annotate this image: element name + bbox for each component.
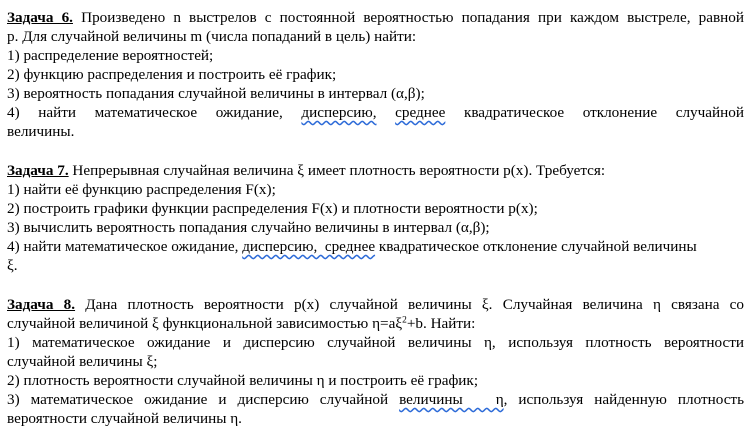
task7-item-1: 1) найти её функцию распределения F(x);	[7, 181, 276, 198]
task6-item-4-d: квадратическое отклонение случайной	[463, 104, 745, 121]
spellcheck-dispersion-mean[interactable]: дисперсию, среднее	[242, 238, 376, 255]
task8-item-1: 1) математическое ожидание и дисперсию случайной величины η, используя плотность вероятности	[7, 334, 744, 351]
task8-text-2a: случайной величиной ξ функциональной зависимостью η=aξ	[7, 315, 403, 332]
task8-item-3	[7, 390, 744, 409]
task6-line-1	[7, 8, 744, 27]
task6-heading: Задача 6.	[7, 9, 73, 26]
task8-line-1	[7, 295, 744, 314]
task8-item-1-cont: случайной величины ξ;	[7, 353, 158, 370]
task7-item-3: 3) вычислить вероятность попадания случайно величины в интервал (α,β);	[7, 219, 490, 236]
task6-item-2: 2) функцию распределения и построить её график;	[7, 66, 337, 83]
task6-line-2: p. Для случайной величины m (числа попаданий в цель) найти:	[7, 28, 417, 45]
task6-line-last: величины.	[7, 123, 75, 140]
task7-text-1: Непрерывная случайная величина ξ имеет плотность вероятности p(x). Требуется:	[68, 162, 606, 179]
task8-item-3-c: , используя найденную плотность	[503, 391, 744, 408]
task8-item-3-a: 3) математическое ожидание и дисперсию случайной	[7, 391, 400, 408]
spellcheck-mean[interactable]: среднее	[395, 104, 446, 121]
task7-item-4-a: 4) найти математическое ожидание,	[7, 238, 243, 255]
task6-item-1: 1) распределение вероятностей;	[7, 47, 214, 64]
task8-text-2b: +b. Найти:	[406, 315, 476, 332]
task6-item-4-a: 4) найти математическое ожидание,	[7, 104, 283, 121]
task8-line-2	[7, 314, 744, 333]
task7-item-2: 2) построить графики функции распределения F(x) и плотности вероятности p(x);	[7, 200, 538, 217]
task7-heading: Задача 7.	[7, 162, 69, 179]
task8-item-2: 2) плотность вероятности случайной величины η и построить её график;	[7, 372, 479, 389]
spellcheck-variable[interactable]: величины η	[399, 391, 504, 408]
task6-item-4	[7, 103, 744, 122]
task8-heading: Задача 8.	[7, 296, 76, 313]
task6-item-3: 3) вероятность попадания случайной величины в интервал (α,β);	[7, 85, 425, 102]
task8-exponent: 2	[402, 315, 407, 326]
task8-line-last: вероятности случайной величины η.	[7, 410, 242, 427]
spellcheck-dispersion[interactable]: дисперсию,	[301, 104, 377, 121]
task8-text-1: Дана плотность вероятности p(x) случайной величины ξ. Случайная величина η связана со	[75, 296, 744, 313]
task7-item-4	[7, 237, 744, 256]
task6-text-1: Произведено n выстрелов с постоянной вероятностью попадания при каждом выстреле, равной	[72, 9, 745, 26]
task7-item-4-c: квадратическое отклонение случайной величины	[375, 238, 697, 255]
task7-line-1	[7, 161, 744, 180]
task7-line-last: ξ.	[7, 257, 18, 274]
